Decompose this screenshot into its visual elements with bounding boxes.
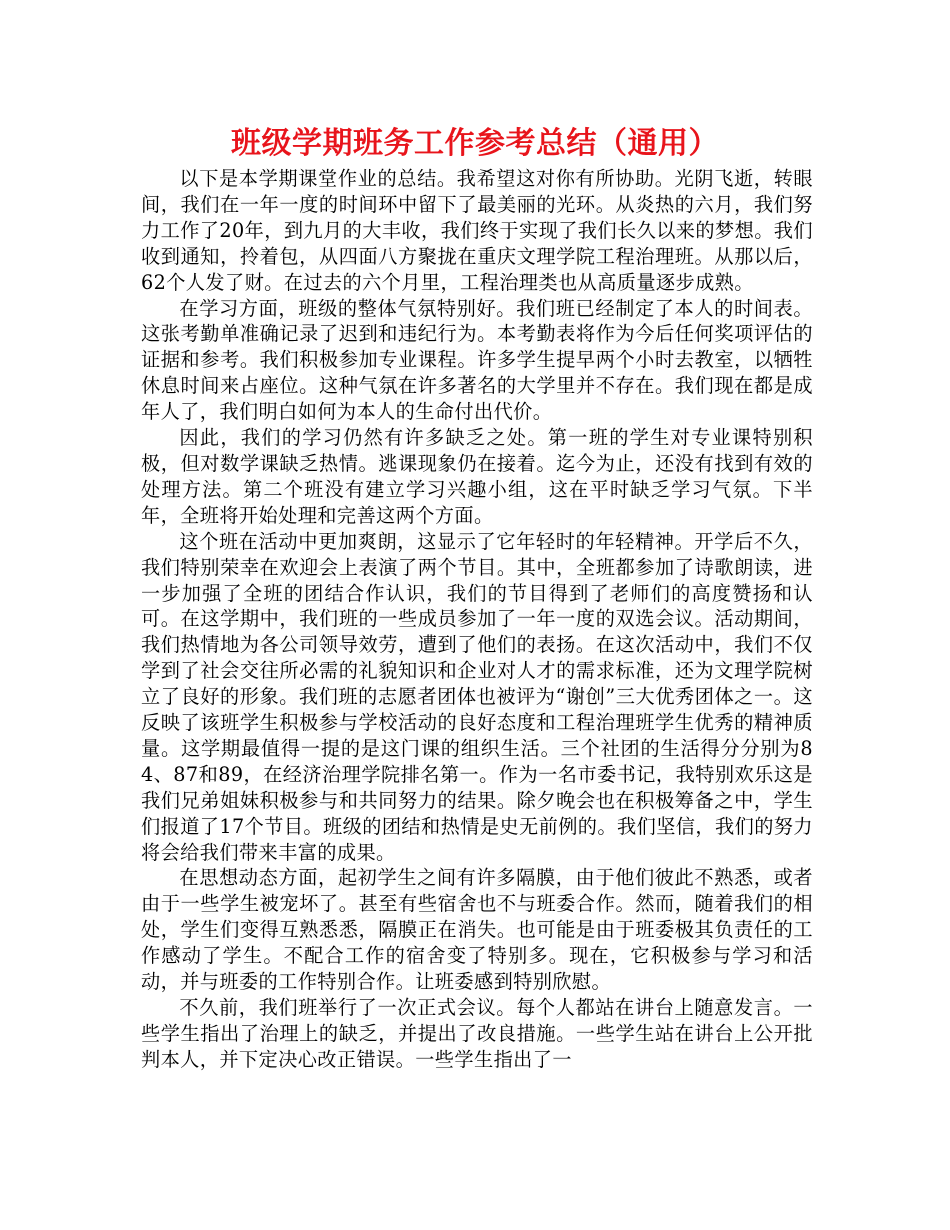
paragraph-2: 在学习方面，班级的整体气氛特别好。我们班已经制定了本人的时间表。这张考勤单准确记录了迟到和违纪行为。本考勤表将作为今后任何奖项评估的证据和参考。我们积极参加专业课程。许多学生提早两个小时去教室，以牺牲休息时间来占座位。这种气氛在许多著名的大学里并不存在。我们现在都是成年人了，我们明白如何为本人的生命付出代价。 [141, 296, 813, 424]
paragraph-3: 因此，我们的学习仍然有许多缺乏之处。第一班的学生对专业课特别积极，但对数学课缺乏热情。逃课现象仍在接着。迄今为止，还没有找到有效的处理方法。第二个班没有建立学习兴趣小组，这在平时缺乏学习气氛。下半年，全班将开始处理和完善这两个方面。 [141, 426, 813, 527]
paragraph-4: 这个班在活动中更加爽朗，这显示了它年轻时的年轻精神。开学后不久，我们特别荣幸在欢迎会上表演了两个节目。其中，全班都参加了诗歌朗读，进一步加强了全班的团结合作认识，我们的节目得到了老师们的高度赞扬和认可。在这学期中，我们班的一些成员参加了一年一度的双选会议。活动期间，我们热情地为各公司领导效劳，遭到了他们的表扬。在这次活动中，我们不仅学到了社会交往所必需的礼貌知识和企业对人才的需求标准，还为文理学院树立了良好的形象。我们班的志愿者团体也被评为“谢创”三大优秀团体之一。这反映了该班学生积极参与学校活动的良好态度和工程治理班学生优秀的精神质量。这学期最值得一提的是这门课的组织生活。三个社团的生活得分分别为84、87和89，在经济治理学院排名第一。作为一名市委书记，我特别欢乐这是我们兄弟姐妹积极参与和共同努力的结果。除夕晚会也在积极筹备之中，学生们报道了17个节目。班级的团结和热情是史无前例的。我们坚信，我们的努力将会给我们带来丰富的成果。 [141, 529, 813, 864]
paragraph-5: 在思想动态方面，起初学生之间有许多隔膜，由于他们彼此不熟悉，或者由于一些学生被宠坏了。甚至有些宿舍也不与班委合作。然而，随着我们的相处，学生们变得互熟悉悉，隔膜正在消失。也可能是由于班委极其负责任的工作感动了学生。不配合工作的宿舍变了特别多。现在，它积极参与学习和活动，并与班委的工作特别合作。让班委感到特别欣慰。 [141, 866, 813, 994]
document-body [141, 166, 813, 1073]
paragraph-6: 不久前，我们班举行了一次正式会议。每个人都站在讲台上随意发言。一些学生指出了治理上的缺乏，并提出了改良措施。一些学生站在讲台上公开批判本人，并下定决心改正错误。一些学生指出了一 [141, 996, 813, 1071]
document-title: 班级学期班务工作参考总结（通用） [231, 126, 719, 161]
paragraph-1: 以下是本学期课堂作业的总结。我希望这对你有所协助。光阴飞逝，转眼间，我们在一年一度的时间环中留下了最美丽的光环。从炎热的六月，我们努力工作了20年，到九月的大丰收，我们终于实现了我们长久以来的梦想。我们收到通知，拎着包，从四面八方聚拢在重庆文理学院工程治理班。从那以后，62个人发了财。在过去的六个月里，工程治理类也从高质量逐步成熟。 [141, 167, 813, 294]
